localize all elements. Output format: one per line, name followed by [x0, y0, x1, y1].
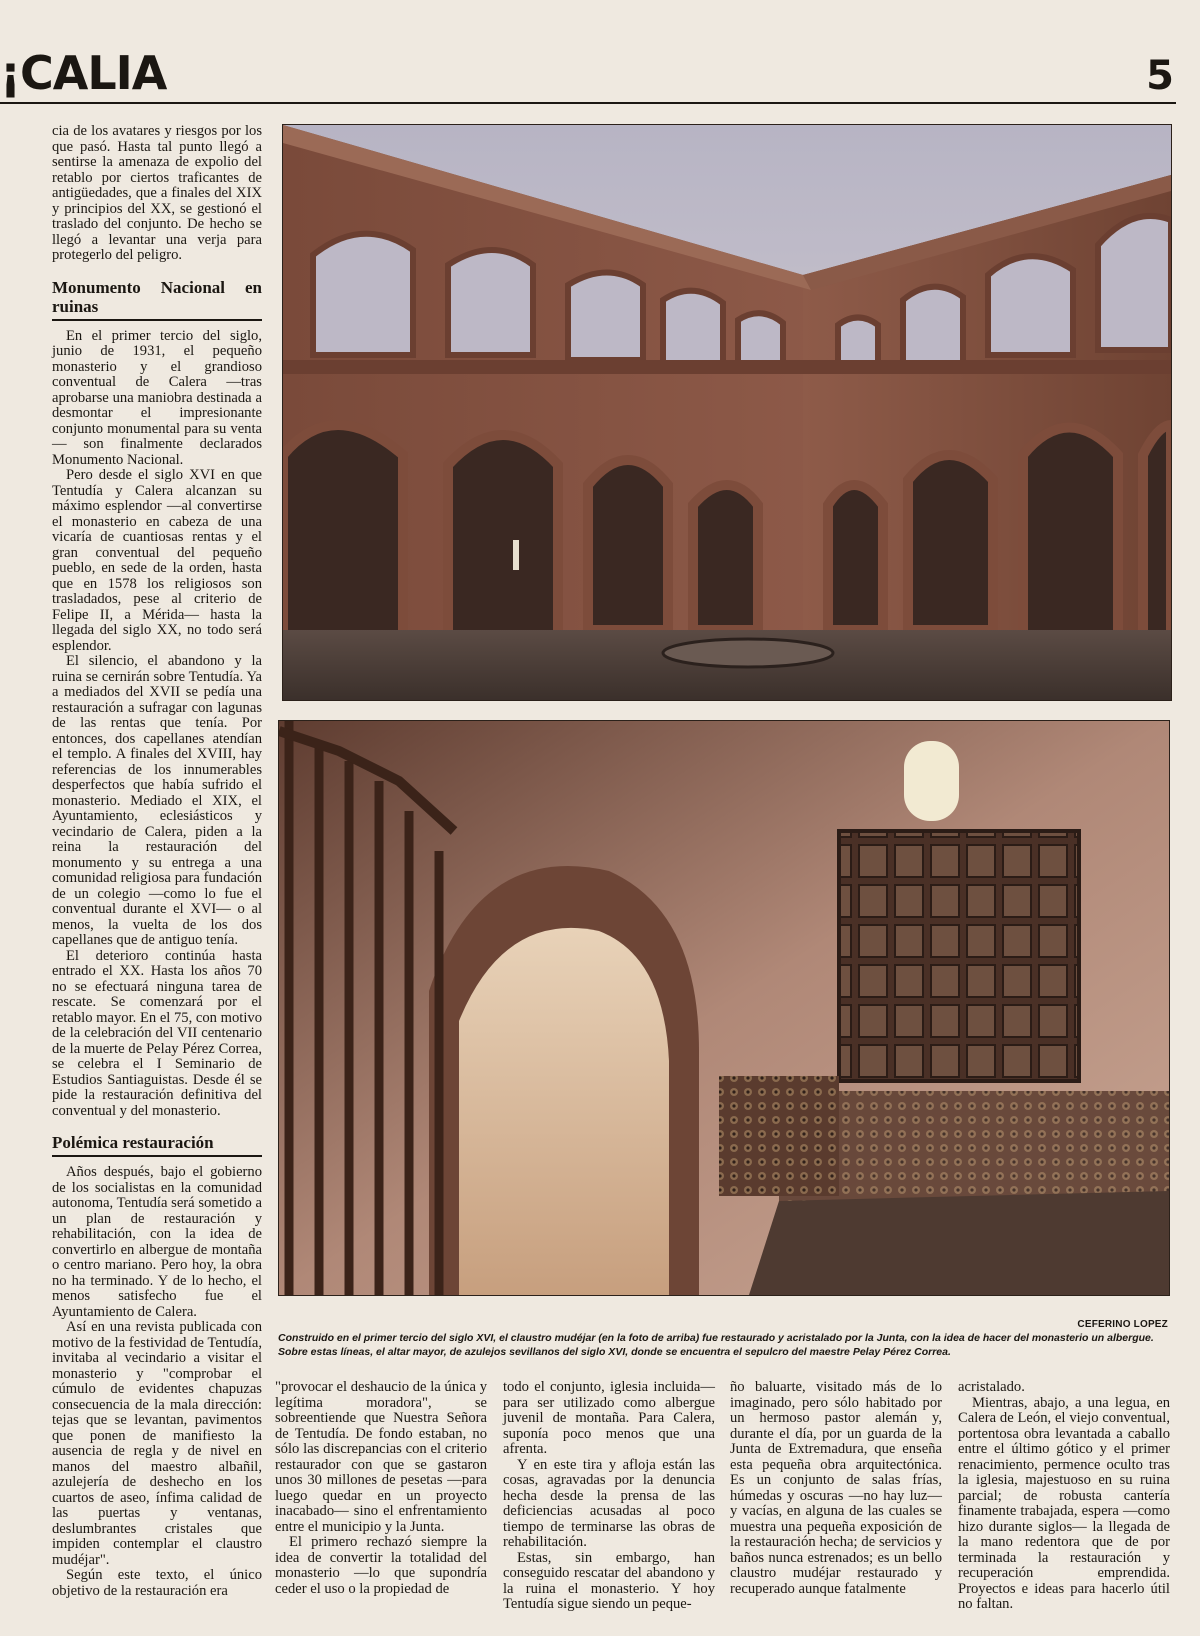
bottom-column-4	[958, 1380, 1170, 1613]
paragraph: cia de los avatares y riesgos por los que pasó. Hasta tal punto llegó a sentirse la amenaza de expolio del retablo por ciertos traficantes de antigüedades, que a finales del XIX y principios del XX, se gestionó el traslado del conjunto. De hecho se llegó a levantar una verja para protegerlo del peligro.	[52, 123, 262, 263]
subheading: Monumento Nacional en ruinas	[52, 278, 262, 321]
left-article-column	[52, 124, 262, 1599]
paragraph: Así en una revista publicada con motivo de la festividad de Tentudía, invitaba al vecindario a visitar el monasterio y "comprobar el cúmulo de evidentes chapuzas consecuencia de la mala dirección: tejas que se levantan, pavimentos que ponen de manifiesto la ausencia de regla y de nivel en manos del maestro albañil, azulejería de deshecho en los cuartos de aseo, ínfima calidad de las puertas y ventanas, deslumbrantes cristales que impiden contemplar el claustro mudéjar".	[52, 1319, 262, 1568]
paragraph: Pero desde el siglo XVI en que Tentudía y Calera alcanzan su máximo esplendor —al convertirse el monasterio en cabeza de una vicaría de cuantiosas rentas y el gran conventual del pequeño pueblo, en sede de la orden, hasta que en 1578 los religiosos son trasladados, pese al criterio de Felipe II, a Mérida— hasta la llegada del siglo XX, no todo será esplendor.	[52, 467, 262, 654]
section-title-fragment: ¡CALIA	[0, 46, 167, 100]
paragraph: En el primer tercio del siglo, junio de 1931, el pequeño monasterio y el grandioso conventual de Calera —tras aprobarse una maniobra destinada a desmontar el impresionante conjunto monumental para su venta— son finalmente declarados Monumento Nacional.	[52, 327, 262, 468]
bottom-column-3	[730, 1380, 942, 1597]
cloister-illustration	[283, 125, 1171, 700]
paragraph: El primero rechazó siempre la idea de convertir la totalidad del monasterio —lo que supondría ceder el uso o la propiedad de	[275, 1534, 487, 1597]
paragraph: Según este texto, el único objetivo de la restauración era	[52, 1567, 262, 1599]
paragraph: El deterioro continúa hasta entrado el XX. Hasta los años 70 no se efectuará ninguna tarea de rescate. Se comenzará por el retablo mayor. En el 75, con motivo de la celebración del VII centenario de la muerte de Pelay Pérez Correa, se celebra el I Seminario de Estudios Santiaguistas. Desde él se pide la restauración definitiva del conventual y del monasterio.	[52, 947, 262, 1119]
subheading: Polémica restauración	[52, 1133, 262, 1157]
paragraph: acristalado.	[958, 1379, 1025, 1395]
altar-photo	[278, 720, 1170, 1296]
bottom-column-1	[275, 1380, 487, 1597]
paragraph: El silencio, el abandono y la ruina se cernirán sobre Tentudía. Ya a mediados del XVII se pedía una restauración a sufragar con lagunas de las rentas que tenía. Por entonces, dos capellanes atendían el templo. A finales del XVIII, hay referencias de los innumerables desperfectos que había sufrido el monasterio. Mediado el XIX, el Ayuntamiento, eclesiásticos y vecindario de Calera, piden a la reina la restauración del monumento y su entrega a una comunidad religiosa para fundación de un colegio —como lo fue el conventual durante el XVI— o al menos, la vuelta de los dos capellanes que de antiguo tenía.	[52, 653, 262, 948]
paragraph: Mientras, abajo, a una legua, en Calera de León, el viejo conventual, portentosa obra levantada a caballo entre el último gótico y el primer renacimiento, permence oculto tras la iglesia, majestuoso en su ruina parcial; de robusta cantería finamente trabajada, espera —como hizo durante siglos— la llegada de la mano redentora que de por terminada la restauración y recuperación emprendida. Proyectos e ideas para hacerlo útil no faltan.	[958, 1394, 1170, 1612]
paragraph: ño baluarte, visitado más de lo imaginado, pero sólo habitado por un hermoso pastor alemán y, durante el día, por un guarda de la Junta de Extremadura, que enseña esta pequeña obra arquitectónica. Es un conjunto de salas frías, húmedas y oscuras —no hay luz— y vacías, en alguna de las cuales se muestra una pequeña exposición de la restauración hecha; de servicios y baños nunca estrenados; es un bello claustro mudéjar restaurado y recuperado aunque fatalmente	[730, 1379, 942, 1597]
paragraph: todo el conjunto, iglesia incluida— para ser utilizado como albergue juvenil de montaña. Para Calera, suponía poco menos que una afrenta.	[503, 1379, 715, 1457]
paragraph: "provocar el deshaucio de la única y legítima moradora", se sobreentiende que Nuestra Señora de Tentudía. De fondo estaban, no sólo las discrepancias con el criterio restaurador con que se gastaron unos 30 millones de pesetas —para luego quedar en un proyecto inacabado— sino el enfrentamiento entre el municipio y la Junta.	[275, 1379, 487, 1535]
bottom-column-2	[503, 1380, 715, 1613]
photo-credit: CEFERINO LOPEZ	[1077, 1319, 1168, 1330]
paragraph: Estas, sin embargo, han conseguido rescatar del abandono y la ruina el monasterio. Y hoy Tentudía sigue siendo un peque-	[503, 1549, 715, 1612]
page-number: 5	[1146, 53, 1174, 99]
paragraph: Y en este tira y afloja están las cosas, agravadas por la denuncia hecha desde la prensa de las deficiencias acusadas al poco tiempo de terminarse las obras de rehabilitación.	[503, 1456, 715, 1550]
photo-caption: Construido en el primer tercio del siglo XVI, el claustro mudéjar (en la foto de arriba) fue restaurado y acristalado por la Junta, con la idea de hacer del monasterio un albergue. Sobre estas líneas, el altar mayor, de azulejos sevillanos del siglo XVI, donde se encuentra el sepulcro del maestre Pelay Pérez Correa.	[278, 1332, 1154, 1358]
header-rule	[0, 102, 1176, 104]
altar-illustration	[279, 721, 1169, 1295]
cloister-photo	[282, 124, 1172, 701]
paragraph: Años después, bajo el gobierno de los socialistas en la comunidad autonoma, Tentudía será sometido a un plan de restauración y rehabilitación, con la idea de convertirlo en albergue de montaña o centro mariano. Pero hoy, la obra no ha terminado. Y de lo hecho, el menos satisfecho fue el Ayuntamiento de Calera.	[52, 1164, 262, 1320]
